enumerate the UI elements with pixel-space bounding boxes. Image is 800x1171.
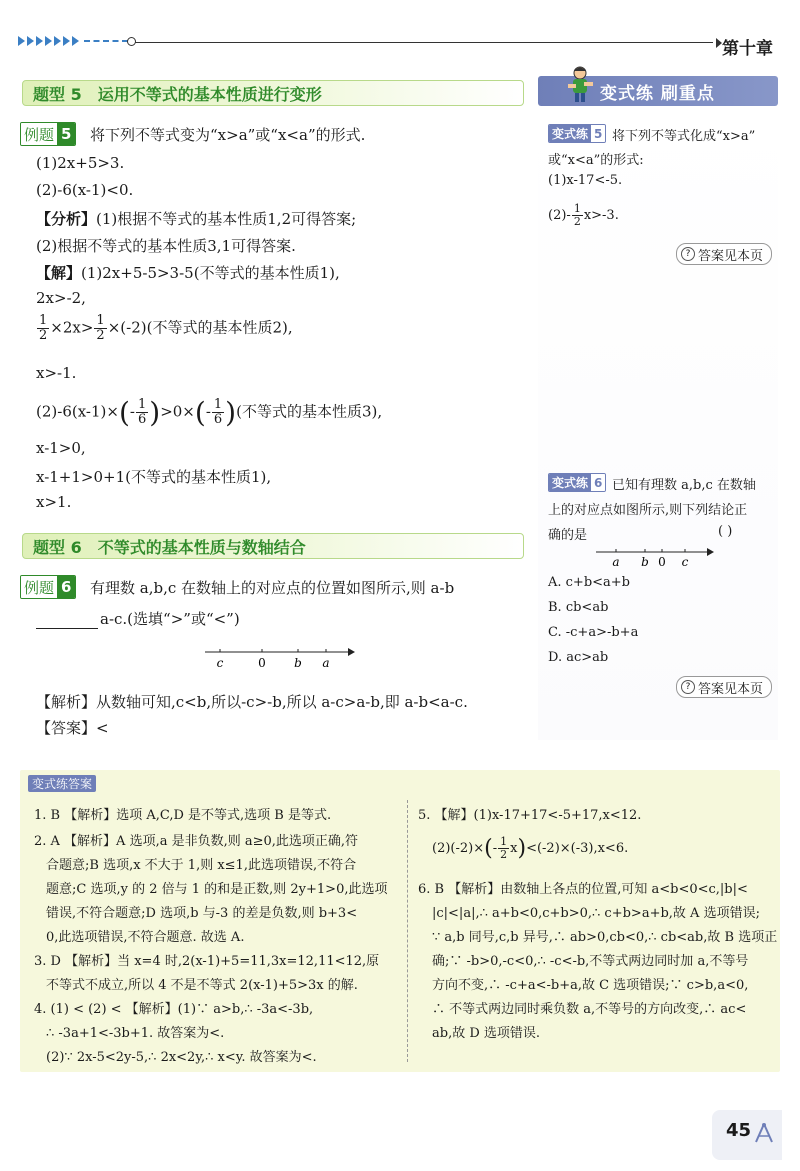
example-5-solution-8: x>1.: [36, 493, 72, 511]
axis-label-a: a: [612, 555, 620, 569]
section-5-number: 题型 5: [33, 84, 82, 104]
solution-step-3b: ×(-2)(不等式的基本性质2),: [107, 318, 293, 337]
example-5-q1: (1)2x+5>3.: [36, 154, 125, 172]
solution-step-5b: >0×: [160, 402, 195, 421]
answer-6-line-3: ∵ a,b 同号,c,b 异号,∴ ab>0,cb<0,∴ cb<ab,故 B 选项正: [432, 930, 778, 945]
example-number: 5: [57, 123, 75, 145]
axis-label-a: a: [322, 656, 330, 670]
answer-link-label: 答案见本页: [698, 681, 764, 697]
answer-2-line-3: 题意;C 选项,y 的 2 倍与 1 的和是正数,则 2y+1>0,此选项: [46, 882, 388, 897]
answers-divider: [407, 800, 408, 1062]
answer-5-line-1: 5. 【解】(1)x-17+17<-5+17,x<12.: [418, 808, 642, 823]
answer-6-line-4: 确;∵ -b>0,-c<0,∴ -c<-b,不等式两边同时加 a,不等号: [432, 954, 749, 969]
variant-6-option-c: C. -c+a>-b+a: [548, 625, 639, 640]
example-5-solution-1: [36, 262, 340, 283]
variant-5-text-2: 或“x<a”的形式:: [548, 153, 644, 168]
example-6-analysis: 【解析】从数轴可知,c<b,所以-c>-b,所以 a-c>a-b,即 a-b<a-c.: [36, 693, 468, 711]
answer-2-line-4: 错误,不符合题意;D 选项,b 与-3 的差是负数,则 b+3<: [46, 906, 358, 921]
example-5-solution-7: x-1+1>0+1(不等式的基本性质1),: [36, 468, 272, 486]
section-6-title: 不等式的基本性质与数轴结合: [97, 537, 306, 557]
chapter-title: 第十章: [722, 39, 773, 59]
answer-6-line-2: |c|<|a|,∴ a+b<0,c+b>0,∴ c+b>a+b,故 A 选项错误;: [432, 906, 760, 921]
variant-6-option-b: B. cb<ab: [548, 600, 609, 615]
answers-tag: 变式练答案: [28, 775, 96, 792]
section-6-bar: [22, 533, 524, 559]
answer-6-line-6: ∴ 不等式两边同时乘负数 a,不等号的方向改变,∴ ac<: [432, 1002, 747, 1017]
question-icon: ?: [681, 680, 695, 694]
answer-6-line-5: 方向不变,∴ -c+a<-b+a,故 C 选项错误;∵ c>b,a<0,: [432, 978, 749, 993]
axis-label-b: b: [641, 555, 649, 569]
fraction-half-2: $\frac{1}{2}$: [96, 313, 105, 343]
example-5-solution-6: x-1>0,: [36, 439, 86, 457]
answer-4-line-3: (2)∵ 2x-5<2y-5,∴ 2x<2y,∴ x<y. 故答案为<.: [46, 1050, 317, 1065]
fraction-half-a5: $\frac{1}{2}$: [500, 835, 508, 861]
example-number: 6: [57, 576, 75, 598]
answer-2-line-5: 0,此选项错误,不符合题意. 故选 A.: [46, 930, 245, 945]
example-label: 例题: [21, 123, 57, 145]
answer-link-label: 答案见本页: [698, 248, 764, 264]
answer-3-line-1: 3. D 【解析】当 x=4 时,2(x-1)+5=11,3x=12,11<12,原: [34, 954, 380, 969]
section-5-title: 运用不等式的基本性质进行变形: [97, 84, 322, 104]
variant-6-text-2: 上的对应点如图所示,则下列结论正: [548, 503, 748, 518]
section-6-number: 题型 6: [33, 537, 82, 557]
variant-6-text-3: 确的是: [548, 528, 588, 543]
answer-link-button[interactable]: [676, 243, 772, 265]
answer-3-line-2: 不等式不成立,所以 4 不是不等式 2(x-1)+5>3x 的解.: [46, 978, 358, 993]
axis-label-b: b: [294, 656, 302, 670]
solution-step-5c: (不等式的基本性质3),: [236, 402, 383, 421]
fraction-sixth: $\frac{1}{6}$: [137, 397, 147, 427]
example-6-answer: 【答案】<: [36, 719, 109, 737]
section-5-bar: [22, 80, 524, 106]
solution-tag: 【解】: [36, 264, 82, 282]
example-5-tag: [20, 122, 76, 146]
example-5-q2: (2)-6(x-1)<0.: [36, 181, 134, 199]
answer-link-button[interactable]: [676, 676, 772, 698]
example-6-prompt: 有理数 a,b,c 在数轴上的对应点的位置如图所示,则 a-b: [90, 579, 455, 597]
analysis-tag: 【分析】: [36, 210, 97, 228]
student-figure-icon: [564, 64, 596, 104]
axis-label-0: 0: [258, 656, 266, 670]
answer-4-line-1: 4. (1) < (2) < 【解析】(1)∵ a>b,∴ -3a<-3b,: [34, 1002, 314, 1017]
example-5-analysis-1: [36, 208, 356, 229]
variant-6-tag: 变式练 6: [548, 473, 606, 492]
example-6-tag: [20, 575, 76, 599]
answer-2-line-1: 2. A 【解析】A 选项,a 是非负数,则 a≥0,此选项正确,符: [34, 834, 359, 849]
header-circle: [127, 37, 136, 46]
answer-blank: [36, 610, 98, 629]
solution-step-3a: ×2x>: [50, 318, 94, 337]
answer-6-line-7: ab,故 D 选项错误.: [432, 1026, 541, 1041]
variant-6-paren: ( ): [718, 524, 733, 539]
solution-step-5a: (2)-6(x-1)×: [36, 402, 119, 421]
fraction-half-v5: $\frac{1}{2}$: [573, 202, 581, 228]
axis-label-c: c: [216, 656, 224, 670]
question-icon: ?: [681, 247, 695, 261]
axis-label-0: 0: [658, 555, 666, 569]
compass-icon: [752, 1122, 776, 1144]
answer-4-line-2: ∴ -3a+1<-3b+1. 故答案为<.: [46, 1026, 225, 1041]
variant-5-q1: (1)x-17<-5.: [548, 173, 623, 188]
example-5-solution-5: (2)-6(x-1)×(- $\frac{1}{6}$ )>0×(- $\frac{1}{6}$ )(不等式的基本性质3),: [36, 396, 383, 429]
example-5-solution-2: 2x>-2,: [36, 289, 86, 307]
variant-6-number-line: [594, 544, 714, 570]
example-5-analysis-2: (2)根据不等式的基本性质3,1可得答案.: [36, 237, 296, 255]
page-number: 45: [726, 1120, 752, 1141]
axis-label-c: c: [681, 555, 689, 569]
variant-5-text-1: 将下列不等式化成“x>a”: [612, 129, 756, 144]
example-5-prompt: 将下列不等式变为“x>a”或“x<a”的形式.: [90, 126, 366, 144]
answer-6-line-1: 6. B 【解析】由数轴上各点的位置,可知 a<b<0<c,|b|<: [418, 882, 748, 897]
example-6-prompt-2-text: a-c.(选填“>”或“<”): [100, 610, 240, 628]
header-rule: [128, 42, 713, 43]
example-5-solution-3: [36, 314, 293, 343]
answer-5-line-2: (2)(-2)×(- $\frac{1}{2}$ x)<(-2)×(-3),x<6.: [432, 835, 629, 861]
header-dash: [84, 40, 128, 42]
example-6-number-line: [200, 642, 355, 672]
header-arrows: [18, 36, 88, 50]
fraction-half: $\frac{1}{2}$: [39, 313, 48, 343]
practice-banner: 变式练 刷重点: [538, 76, 778, 106]
variant-5-tag: 变式练 5: [548, 124, 606, 143]
example-6-prompt-2: [36, 608, 240, 629]
variant-6-option-a: A. c+b<a+b: [548, 575, 631, 590]
answer-1: 1. B 【解析】选项 A,C,D 是不等式,选项 B 是等式.: [34, 808, 332, 823]
solution-step-1: (1)2x+5-5>3-5(不等式的基本性质1),: [81, 264, 340, 282]
variant-6-text-1: 已知有理数 a,b,c 在数轴: [612, 478, 756, 493]
variant-6-option-d: D. ac>ab: [548, 650, 609, 665]
example-label: 例题: [21, 576, 57, 598]
answer-2-line-2: 合题意;B 选项,x 不大于 1,则 x≤1,此选项错误,不符合: [46, 858, 357, 873]
fraction-sixth-2: $\frac{1}{6}$: [213, 397, 223, 427]
variant-5-q2: (2)- $\frac{1}{2}$ x>-3.: [548, 202, 619, 228]
analysis-text-1: (1)根据不等式的基本性质1,2可得答案;: [96, 210, 357, 228]
example-5-solution-4: x>-1.: [36, 364, 77, 382]
